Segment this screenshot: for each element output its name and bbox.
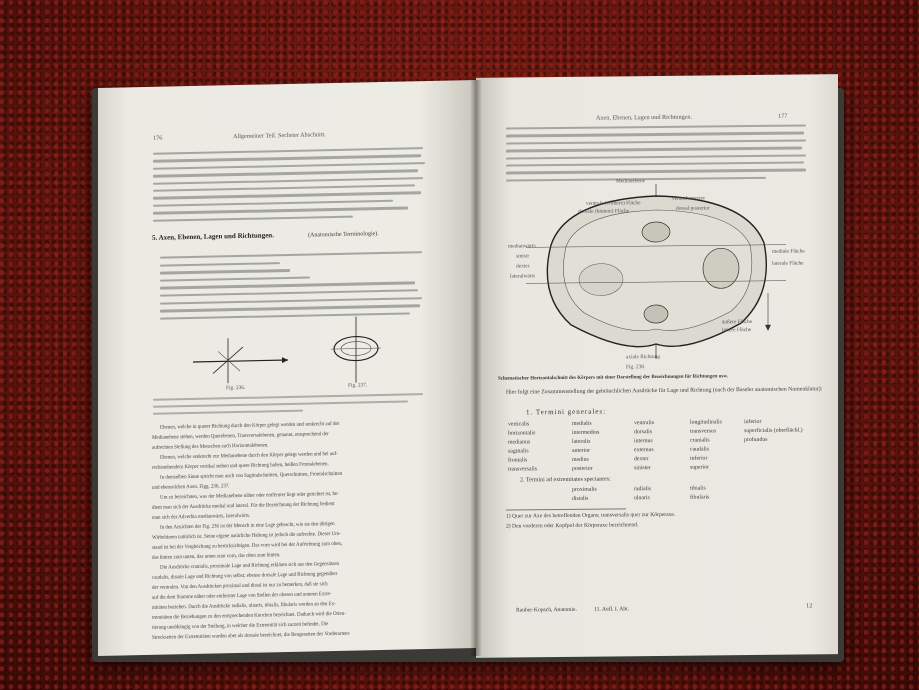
illegible-text-line — [506, 139, 806, 145]
term-cell: fibularis — [690, 494, 710, 501]
body-text-line: aufrechten Stellung des Menschen auch Horizontalebenen. — [152, 442, 269, 451]
label-dexter: dexter — [516, 263, 530, 270]
intro-block — [98, 80, 476, 88]
illegible-text-line — [160, 262, 280, 267]
term-cell: transversus — [690, 428, 717, 435]
term-cell: medialis — [572, 420, 592, 427]
illegible-text-line — [153, 400, 408, 408]
term-cell: profundus — [744, 436, 768, 444]
label-sinistr: sinistr — [516, 253, 530, 260]
body-text-line: und ebensolchen Axen. Figg. 236, 237. — [152, 483, 230, 491]
term-cell: tibialis — [690, 485, 706, 492]
body-text-line: das hinten zum unten, das unten zum vorn, das oben zum hinten. — [152, 552, 281, 561]
left-page — [98, 80, 476, 656]
term-cell: internus — [634, 438, 653, 445]
body-text-line: stand ist bei der Vergleichung zu berücksichtigen. Das vorn wird bei der Aufrichtung zum oben, — [152, 540, 343, 551]
term-cell: longitudinalis — [690, 419, 722, 426]
term-cell: medianus — [508, 439, 531, 446]
illegible-text-line — [506, 132, 804, 138]
body-text-line: In demselben Sinne spricht man auch von Sagittalschnitten, Querschnitten, Frontalschnitten — [160, 470, 343, 481]
illegible-text-line — [153, 147, 423, 155]
fig-238-caption: Schematischer Horizontalschnitt des Körpers mit einer Darstellung der Bezeichnungen für Richtungen usw. — [498, 374, 728, 382]
term-cell: superficialis (oberflächl.) — [744, 427, 803, 435]
illegible-text-line — [153, 177, 423, 185]
term-cell: radialis — [634, 486, 652, 493]
term-cell: transversalis — [508, 466, 537, 473]
label-axiale-richtung: axiale Richtung — [626, 353, 660, 361]
body-text-line: tierung unabhängig von der Stellung, in welcher die Extremität sich zurzeit befindet. Die — [152, 621, 329, 631]
illegible-text-line — [160, 304, 420, 312]
label-ventral-right: ventral anterior — [672, 195, 706, 202]
intro-line: Hier folgt eine Zusammenstellung der gebräuchlichen Ausdrücke für Lage und Richtung (nach der Baseler anatomischen Nomenklatur): — [506, 386, 823, 396]
label-dorsal-right: dorsal posterior — [676, 205, 710, 212]
illegible-text-line — [506, 124, 806, 130]
term-cell: frontalis — [508, 457, 528, 464]
term-cell: lateralis — [572, 438, 591, 445]
term-cell: cranialis — [690, 437, 710, 444]
term-cell: distalis — [572, 495, 589, 502]
body-text-line: Ebenen, welche senkrecht zur Medianebene durch den Körper gelegt werden und bei auf- — [160, 450, 338, 461]
label-innere-flaeche: innere Fläche — [722, 327, 752, 334]
illegible-text-line — [160, 269, 290, 274]
term-cell: inferior — [690, 455, 708, 462]
label-lateralwaerts: lateralwärts — [510, 273, 536, 280]
body-text-line: Medianebene stehen, werden Querebenen, Transversalebenen, genannt, entsprechend der — [152, 431, 329, 441]
term-cell: dexter — [634, 456, 649, 463]
section-subtitle: (Anatomische Terminologie). — [308, 231, 379, 239]
right-top-text — [476, 74, 838, 78]
fig-237-label: Fig. 237. — [348, 382, 368, 389]
right-page — [476, 74, 838, 658]
body-text-line: auf die dem Stamme näher oder entfernter Lage von Stellen der oberen und unteren Extre- — [152, 591, 332, 601]
body-text-line: der ventralen. Von den Ausdrücken proximal und distal ist nur zu bemerken, daß sie sich — [152, 581, 328, 591]
footnote-divider — [506, 508, 626, 510]
illegible-text-line — [153, 192, 421, 200]
body-text-line: Wirbeltieren natürlich ist. Seine eigene natürliche Haltung ist jedoch die aufrechte. Dieser Um- — [152, 530, 341, 541]
illegible-text-line — [160, 297, 422, 305]
illegible-text-line — [506, 169, 806, 175]
fig-238-label: Fig. 238. — [626, 364, 646, 371]
term-cell: superior — [690, 464, 709, 471]
term-cell: caudalis — [690, 446, 709, 453]
term-cell: medius — [572, 456, 589, 463]
illegible-text-line — [160, 251, 422, 259]
illegible-text-line — [153, 410, 303, 416]
term-cell: horizontalis — [508, 430, 536, 437]
term-cell: anterior — [572, 447, 591, 454]
term-cell: ulnaris — [634, 495, 650, 502]
fig-236-label: Fig. 236. — [226, 384, 246, 392]
figure-captions — [98, 80, 476, 88]
illegible-text-line — [153, 215, 353, 222]
figure-237 — [326, 314, 386, 385]
termini-generales-heading: 1. Termini generales: — [526, 407, 607, 417]
left-page-number: 176 — [153, 134, 163, 142]
term-cell: sinister — [634, 465, 651, 472]
term-cell: sagittalis — [508, 448, 529, 455]
illegible-text-line — [153, 207, 408, 215]
illegible-text-line — [506, 154, 806, 160]
body-text-line: mitäten beziehen. Durch die Ausdrücke radialis, ulnaris, tibialis, fibularis werden an den Ex- — [152, 600, 336, 611]
body-text-line: Die Ausdrücke cranialis, proximale Lage und Richtung erklären sich aus den Gegensätzen — [160, 560, 340, 571]
label-medianebene: Medianebene — [616, 178, 646, 185]
body-text-line: tremitäten die Beziehungen zu den entsprechenden Knochen bezeichnet. Dadurch wird die Orien- — [152, 610, 346, 621]
literature-block — [98, 80, 476, 88]
footer-signature: 12 — [806, 602, 813, 610]
footnote-1: 1) Quer zur Axe des betreffenden Organs; transversalis quer zur Körperaxe. — [506, 511, 676, 520]
illegible-text-line — [506, 147, 802, 152]
illegible-text-line — [506, 161, 804, 167]
term-cell: externus — [634, 447, 654, 454]
label-aeussere-flaeche: äußere Fläche — [722, 319, 753, 326]
termini-extremitates-heading: 2. Termini ad extremitates spectantes: — [520, 476, 611, 484]
footer-left: Rauber-Kopsch, Anatomie. — [516, 606, 577, 614]
illegible-text-line — [160, 282, 415, 290]
label-mediale-flaeche: mediale Fläche — [772, 248, 805, 255]
book-gutter — [470, 80, 482, 656]
term-cell: intermedius — [572, 429, 600, 436]
body-text-line: caudalis, distale Lage und Richtung von selbst; ebenso dorsale Lage und Richtung gegenüber — [152, 570, 338, 581]
label-ventral-left: ventrale (vordere) Fläche — [586, 200, 641, 207]
right-page-number: 177 — [778, 112, 788, 120]
term-cell: posterior — [572, 465, 593, 472]
left-running-head: Allgemeiner Teil. Sechster Abschnitt. — [233, 131, 326, 141]
footnote-2: 2) Den vorderen oder Kopfpol der Körperaxe bezeichnend. — [506, 522, 639, 530]
body-text-line: dient man sich der Ausdrücke medial und lateral. Für die Bezeichnung der Richtung bedient — [152, 501, 335, 511]
body-text-line: In den Ansichten der Fig. 236 ist der Mensch in eine Lage gebracht, wie sie den übrigen — [160, 521, 335, 531]
body-text-line: Streckseiten der Extremitäten wurden aber als dorsale bezeichnet, die Beugeseiten des Vorderarmes — [152, 630, 350, 641]
figure-238-diagram — [506, 182, 806, 365]
illegible-text-line — [160, 289, 418, 297]
section-title: 5. Axen, Ebenen, Lagen und Richtungen. — [152, 231, 274, 242]
body-text-line: Ebenen, welche in querer Richtung durch den Körper gelegt werden und senkrecht auf der — [160, 420, 340, 431]
illegible-text-line — [160, 276, 310, 282]
term-cell: ventralis — [634, 420, 654, 427]
term-cell: proximalis — [572, 486, 597, 493]
term-cell: dorsalis — [634, 429, 653, 436]
illegible-text-line — [153, 200, 393, 207]
term-cell: inferior — [744, 418, 762, 426]
illegible-text-line — [153, 155, 421, 163]
label-dorsal-left: dorsale (hintere) Fläche — [578, 208, 630, 215]
label-medianwaerts: medianwärts — [508, 243, 536, 250]
right-running-head: Axen, Ebenen, Lagen und Richtungen. — [596, 113, 693, 122]
body-text-line: Um zu bezeichnen, was der Medianebene näher oder entfernter liegt oder gerichtet ist, be- — [160, 490, 339, 501]
term-cell: verticalis — [508, 421, 530, 428]
body-text-line: man sich der Adverbia medianwärts, lateralwärts. — [152, 512, 251, 521]
label-laterale-flaeche: laterale Fläche — [772, 260, 804, 267]
body-text-line: rechtstehendem Körper vertikal stehen und quere Richtung haben, heißen Frontalebenen. — [152, 461, 329, 471]
illegible-text-line — [153, 162, 425, 170]
illegible-text-line — [153, 184, 415, 192]
illegible-text-line — [153, 169, 418, 177]
footer-mid: 11. Aufl. I. Abt. — [594, 606, 630, 613]
